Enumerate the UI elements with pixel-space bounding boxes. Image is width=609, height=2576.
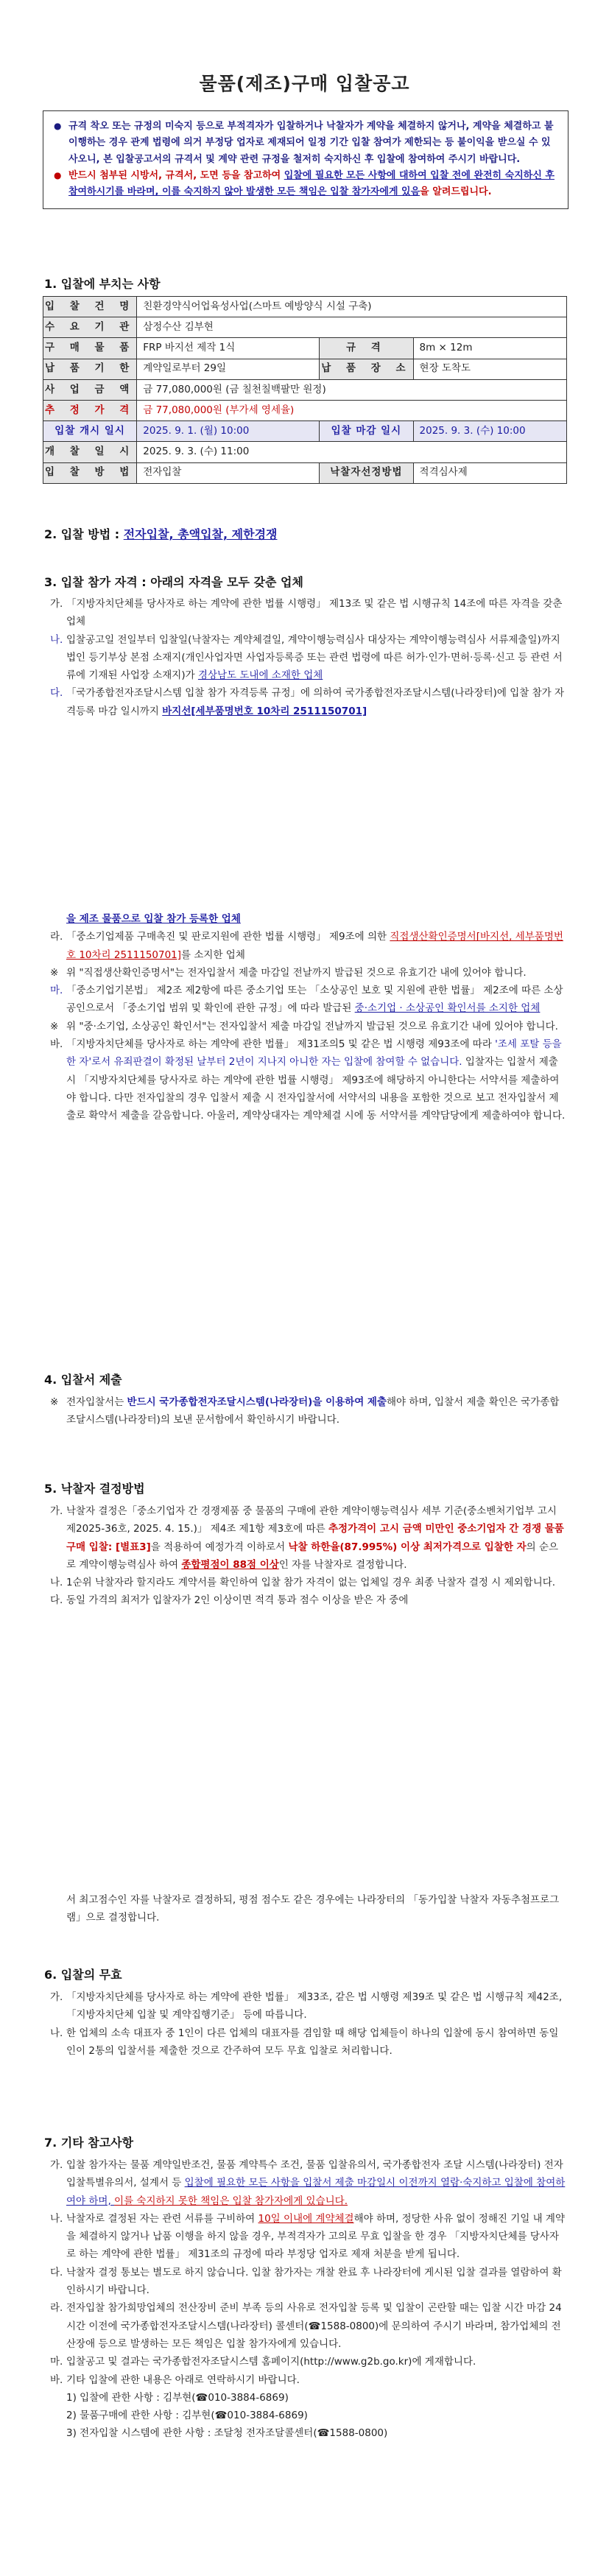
list-item [50, 2299, 566, 2353]
list-item [50, 631, 566, 685]
list-marker: 다. [50, 2266, 63, 2278]
list-item [50, 2371, 566, 2389]
list-item [50, 595, 566, 631]
list-text: 입찰공고 및 결과는 국가종합전자조달시스템 홈페이지(http://www.g2b.go.kr)에 게재합니다. [66, 2356, 476, 2368]
list-marker: 가. [50, 1991, 63, 2003]
bullet-icon: ● [54, 121, 62, 131]
table-value: 2025. 9. 1. (월) 10:00 [137, 421, 320, 442]
award-method-cont [50, 1891, 566, 1927]
list-text-part: 입찰자는 입찰서 제출 시 「지방자치단체를 당사자로 하는 계약에 관한 법률 시행령」 제93조에 해당하지 아니한다는 서약서를 제출하여야 합니다. 다만 전자입찰의 경우 입찰서 제출 시 전자입찰서에 서약서의 내용을 포함한 것으로 보고 전자입찰서 제출로 확약서 제출을 갈음합니다. 아울러, 계약상대자는 계약체결 시에 동 서약서를 계약담당에게 제출하여야 합니다. [66, 1056, 566, 1122]
section-heading-text: 2. 입찰 방법 : [44, 527, 124, 541]
section-heading: 4. 입찰서 제출 [44, 1373, 122, 1387]
table-label: 구 매 물 품 [43, 338, 137, 359]
list-text [66, 684, 566, 720]
list-text-part: 낙찰자로 결정된 자는 관련 서류를 구비하여 [66, 2212, 258, 2225]
notice-text-part: 을 알려드립니다. [420, 186, 492, 198]
table-value: 적격심사제 [413, 462, 566, 483]
list-text-part: 을 적용하여 예정가격 이하로서 [150, 1541, 289, 1553]
notice-bullet [54, 119, 557, 168]
list-item [50, 1035, 566, 1125]
table-row [43, 400, 567, 420]
list-text-highlight: 중·소기업 · 소상공인 확인서를 소지한 업체 [354, 1002, 541, 1015]
list-marker: 바. [50, 2373, 63, 2386]
list-text-highlight: 입찰에 필요한 모든 사항을 입찰서 제출 마감일시 이전까지 열람·숙지하고 입찰에 참여하여야 하며, [66, 2177, 566, 2207]
list-text: 한 업체의 소속 대표자 중 1인이 다른 업체의 대표자를 겸임할 때 해당 업체들이 하나의 입찰에 동시 참여하면 동일인이 2통의 입찰서를 제출한 것으로 간주하여 모두 무효 입찰로 처리합니다. [66, 2027, 559, 2057]
info-table [43, 296, 567, 484]
list-note [50, 1018, 566, 1035]
table-value: 8m × 12m [413, 338, 566, 359]
list-item [50, 928, 566, 964]
list-text-part: 해야 하며, 정당한 사유 없이 정해진 기일 내 계약을 체결하지 않거나 납품 이행을 하지 않을 경우, 부적격자가 고의로 무효 입찰을 한 경우 「지방자치단체를 당사자로 하는 계약에 관한 법률」 제31조의 규정에 따라 부정당 업자로 제재 처분을 받게 됩니다. [66, 2212, 565, 2261]
table-label: 낙찰자선정방법 [320, 462, 413, 483]
contact-item: 1) 입찰에 관한 사항 : 김부현(☎010-3884-6869) [66, 2391, 289, 2404]
note-text: 위 "직접생산확인증명서"는 전자입찰서 제출 마감일 전날까지 발급된 것으로 유효기간 내에 있어야 합니다. [66, 966, 527, 979]
table-row [43, 379, 567, 400]
note-text-highlight: 반드시 국가종합전자조달시스템(나라장터)을 이용하여 제출 [127, 1396, 387, 1408]
list-text-part: 를 소지한 업체 [181, 949, 245, 961]
table-label: 입 찰 건 명 [43, 297, 137, 317]
list-marker: 나. [50, 2212, 63, 2225]
table-value: 2025. 9. 3. (수) 10:00 [413, 421, 566, 442]
list-text: 서 최고점수인 자를 낙찰자로 결정하되, 평점 점수도 같은 경우에는 나라장터의 「동가입찰 낙찰자 자동추첨프로그램」으로 결정합니다. [66, 1894, 560, 1924]
list-item [50, 1988, 566, 2024]
list-marker: 마. [50, 985, 63, 997]
list-item [50, 2156, 566, 2210]
list-text-highlight: 이를 숙지하지 못한 책임은 입찰 참가자에게 있습니다. [114, 2195, 348, 2207]
list-marker: 가. [50, 1505, 63, 1517]
list-text: 동일 가격의 최저가 입찰자가 2인 이상이면 적격 통과 점수 이상을 받은 자 중에 [66, 1594, 409, 1607]
section-heading: 5. 낙찰자 결정방법 [44, 1482, 145, 1496]
notice-text-part: 반드시 첨부된 시방서, 규격서, 도면 등을 참고하여 [68, 170, 284, 182]
list-marker: 가. [50, 2159, 63, 2171]
notice-text [68, 168, 557, 201]
section-heading: 6. 입찰의 무효 [44, 1968, 122, 1982]
table-row [43, 442, 567, 462]
notice-bullet [54, 168, 557, 201]
list-text-part: 입찰공고일 전일부터 입찰일(낙찰자는 계약체결일, 계약이행능력심사 대상자는 계약이행능력심사 서류제출일)까지 법인 등기부상 본점 소재지(개인사업자면 사업자등록증 또는 관련 법령에 따른 허가·인가·면허·등록·신고 등 관련 서류에 기재된 사업장 소재지)가 [66, 633, 563, 682]
list-marker: 마. [50, 2356, 63, 2368]
list-text-highlight: 을 제조 물품으로 입찰 참가 등록한 업체 [66, 913, 241, 925]
contact-item: 3) 전자입찰 시스템에 관한 사항 : 조달청 전자조달콜센터(☎1588-0800) [66, 2427, 388, 2440]
note-text: 위 "중·소기업, 소상공인 확인서"는 전자입찰서 제출 마감일 전날까지 발급된 것으로 유효기간 내에 있어야 합니다. [66, 1020, 558, 1032]
list-text: 「지방자치단체를 당사자로 하는 계약에 관한 법률 시행령」 제13조 및 같은 법 시행규칙 14조에 따른 자격을 갖춘 업체 [66, 598, 563, 628]
table-label: 수 요 기 관 [43, 317, 137, 338]
table-row [43, 359, 567, 379]
award-method-list [50, 1502, 566, 1610]
list-text: 「지방자치단체를 당사자로 하는 계약에 관한 법률」 제33조, 같은 법 시행령 제39조 및 같은 법 시행규칙 제42조, 「지방자치단체 입찰 및 계약집행기준」 등에 따릅니다. [66, 1991, 563, 2021]
notice-text: 규격 착오 또는 규정의 미숙지 등으로 부적격자가 입찰하거나 낙찰자가 계약을 체결하지 않거나, 계약을 체결하고 불이행하는 경우 관계 법령에 의거 부정당 업자로 제재되어 일정 기간 입찰 참여가 제한되는 등 불이익을 받으실 수 있사오니, 본 입찰공고서의 규격서 및 계약 관련 규정을 철저히 숙지하신 후 입찰에 참여하여 주시기 바랍니다. [68, 121, 554, 165]
table-value: 계약일로부터 29일 [137, 359, 320, 379]
list-text: 1순위 낙찰자라 할지라도 계약서를 확인하여 입찰 참가 자격이 없는 업체일 경우 최종 낙찰자 결정 시 제외합니다. [66, 1577, 556, 1589]
list-marker: 라. [50, 2302, 63, 2315]
reference-list [50, 2156, 566, 2443]
list-text [50, 910, 566, 928]
list-item [50, 1574, 566, 1591]
table-value: 금 77,080,000원 (금 칠천칠백팔만 원정) [137, 379, 567, 400]
notice-box [43, 110, 568, 209]
list-note [50, 964, 566, 982]
table-label: 입 찰 방 법 [43, 462, 137, 483]
list-text [66, 2210, 566, 2264]
list-item [50, 2024, 566, 2061]
list-text [66, 1035, 566, 1125]
list-text [66, 982, 566, 1018]
list-text [66, 2156, 566, 2210]
list-text-part: 「중소기업기본법」 제2조 제2항에 따른 중소기업 또는 「소상공인 보호 및 지원에 관한 법률」 제2조에 따른 소상공인으로서 「중소기업 범위 및 확인에 관한 규정」에 따라 발급된 [66, 985, 563, 1015]
list-marker: 바. [50, 1038, 63, 1051]
table-label: 입찰 개시 일시 [43, 421, 137, 442]
table-value: 친환경약식어업육성사업(스마트 예방양식 시설 구축) [137, 297, 567, 317]
invalid-bid-list [50, 1988, 566, 2060]
note-marker: ※ [50, 966, 59, 979]
list-text-highlight: 10일 이내에 계약체결 [258, 2212, 354, 2225]
note-marker: ※ [50, 1396, 59, 1408]
list-text [66, 928, 566, 964]
table-value: 현장 도착도 [413, 359, 566, 379]
table-row [43, 338, 567, 359]
list-text [66, 631, 566, 685]
note-text-part: 해야 하며, 입찰서 제출 확인은 국가종합 조달시스템(나라장터)의 보낸 문서함에서 확인하시기 바랍니다. [66, 1396, 560, 1426]
section-heading: 3. 입찰 참가 자격 : 아래의 자격을 모두 갖춘 업체 [44, 575, 303, 589]
table-row [43, 297, 567, 317]
table-row [43, 317, 567, 338]
table-row [43, 462, 567, 483]
list-text [66, 1502, 566, 1574]
list-text-part: 인 자를 낙찰자로 결정합니다. [278, 1558, 407, 1571]
list-marker: 다. [50, 687, 63, 700]
list-marker: 다. [50, 1594, 63, 1607]
table-value: 2025. 9. 3. (수) 11:00 [137, 442, 567, 462]
submission-notes [50, 1393, 566, 1429]
list-text: 낙찰자 결정 통보는 별도로 하지 않습니다. 입찰 참가자는 개찰 완료 후 나라장터에 게시된 입찰 결과를 열람하여 확인하시기 바랍니다. [66, 2266, 562, 2297]
list-marker: 가. [50, 598, 63, 610]
section-heading: 1. 입찰에 부치는 사항 [44, 277, 161, 291]
notice-text-highlight: 입찰에 필요한 모든 사항에 대하여 입찰 전에 완전히 숙지하신 후 참여하시기를 바라며, 이를 숙지하지 않아 발생한 모든 책임은 입찰 참가자에게 있음 [68, 170, 555, 198]
section-heading: 7. 기타 참고사항 [44, 2136, 134, 2150]
list-text-part: 「중소기업제품 구매촉진 및 판로지원에 관한 법률 시행령」 제9조에 의한 [66, 931, 390, 943]
list-text: 전자입찰 참가희망업체의 전산장비 준비 부족 등의 사유로 전자입찰 등록 및 입찰이 곤란할 때는 입찰 시간 마감 24시간 이전에 국가종합전자조달시스템(나라장터) 콜센터(☎1588-0800)에 문의하여 주시기 바라며, 참가업체의 전산장애 등으로 발생하는 모든 책임은 입찰 참가자에게 있습니다. [66, 2302, 562, 2350]
list-marker: 나. [50, 633, 63, 646]
list-item [50, 1502, 566, 1574]
contact-item: 2) 물품구매에 관한 사항 : 김부현(☎010-3884-6869) [66, 2410, 308, 2422]
section-heading [44, 524, 278, 545]
table-label: 추 정 가 격 [43, 400, 137, 420]
list-marker: 나. [50, 1577, 63, 1589]
table-label: 사 업 금 액 [43, 379, 137, 400]
list-item [50, 2264, 566, 2300]
list-text-highlight: 직접생산확인증명서[바지선, 세부품명번호 10차리 2511150701] [66, 931, 563, 961]
list-text-highlight: 종합평점이 88점 이상 [181, 1558, 279, 1571]
table-label: 개 찰 일 시 [43, 442, 137, 462]
list-text-part: 「지방자치단체를 당사자로 하는 계약에 관한 법률」 제31조의5 및 같은 법 시행령 제93조에 따라 [66, 1038, 496, 1051]
note-text [66, 1393, 566, 1429]
list-text-part: 의 순으로 계약이행능력심사 하여 [66, 1541, 559, 1571]
list-text-highlight: 추정가격이 고시 금액 미만인 중소기업자 간 경쟁 물품 구매 입찰: [별표3] [66, 1523, 564, 1553]
table-value: 삼정수산 김부현 [137, 317, 567, 338]
list-text-highlight: 낙찰 하한율(87.995%) 이상 최저가격으로 입찰한 자 [288, 1541, 527, 1553]
table-label: 납 품 기 한 [43, 359, 137, 379]
note-marker: ※ [50, 1020, 59, 1032]
qualification-list-cont [50, 910, 566, 1125]
page-title: 물품(제조)구매 입찰공고 [199, 73, 410, 94]
note-text-part: 전자입찰서는 [66, 1396, 127, 1408]
table-label: 입찰 마감 일시 [320, 421, 413, 442]
list-item [50, 684, 566, 720]
qualification-list [50, 595, 566, 720]
table-value: FRP 바지선 제작 1식 [137, 338, 320, 359]
table-value: 금 77,080,000원 (부가세 영세율) [137, 400, 567, 420]
table-row [43, 421, 567, 442]
list-text: 기타 입찰에 관한 내용은 아래로 연락하시기 바랍니다. [66, 2373, 300, 2386]
list-text-part: 입찰 참가자는 물품 계약일반조건, 물품 계약특수 조건, 물품 입찰유의서, 국가종합전자 조달 시스템(나라장터) 전자 입찰특별유의서, 설계서 등 [66, 2159, 563, 2189]
list-item [50, 982, 566, 1018]
bid-method-value: 전자입찰, 총액입찰, 제한경쟁 [123, 527, 278, 541]
table-label: 납 품 장 소 [320, 359, 413, 379]
list-note [50, 1393, 566, 1429]
list-text-part: 「국가종합전자조달시스템 입찰 참가 자격등록 규정」에 의하여 국가종합전자조달시스템(나라장터)에 입찰 참가 자격등록 마감 일시까지 [66, 687, 565, 717]
bullet-icon: ● [54, 170, 62, 181]
table-label: 규 격 [320, 338, 413, 359]
list-text-part: 낙찰자 결정은「중소기업자 간 경쟁제품 중 물품의 구매에 관한 계약이행능력심사 세부 기준(중소벤처기업부 고시 제2025-36호, 2025. 4. 15.)」 제4조 제1항 제3호에 따른 [66, 1505, 557, 1535]
list-item [50, 1591, 566, 1609]
list-text-highlight: '조세 포탈 등을 한 자'로서 유죄판결이 확정된 날부터 2년이 지나지 아니한 자는 입찰에 참여할 수 없습니다. [66, 1038, 562, 1069]
list-text-highlight: 경상남도 도내에 소재한 업체 [197, 669, 323, 682]
list-item [50, 2210, 566, 2264]
list-marker: 라. [50, 931, 63, 943]
table-value: 전자입찰 [137, 462, 320, 483]
list-marker: 나. [50, 2027, 63, 2039]
list-text-highlight: 바지선[세부품명번호 10차리 2511150701] [162, 705, 367, 717]
list-item [50, 2353, 566, 2371]
